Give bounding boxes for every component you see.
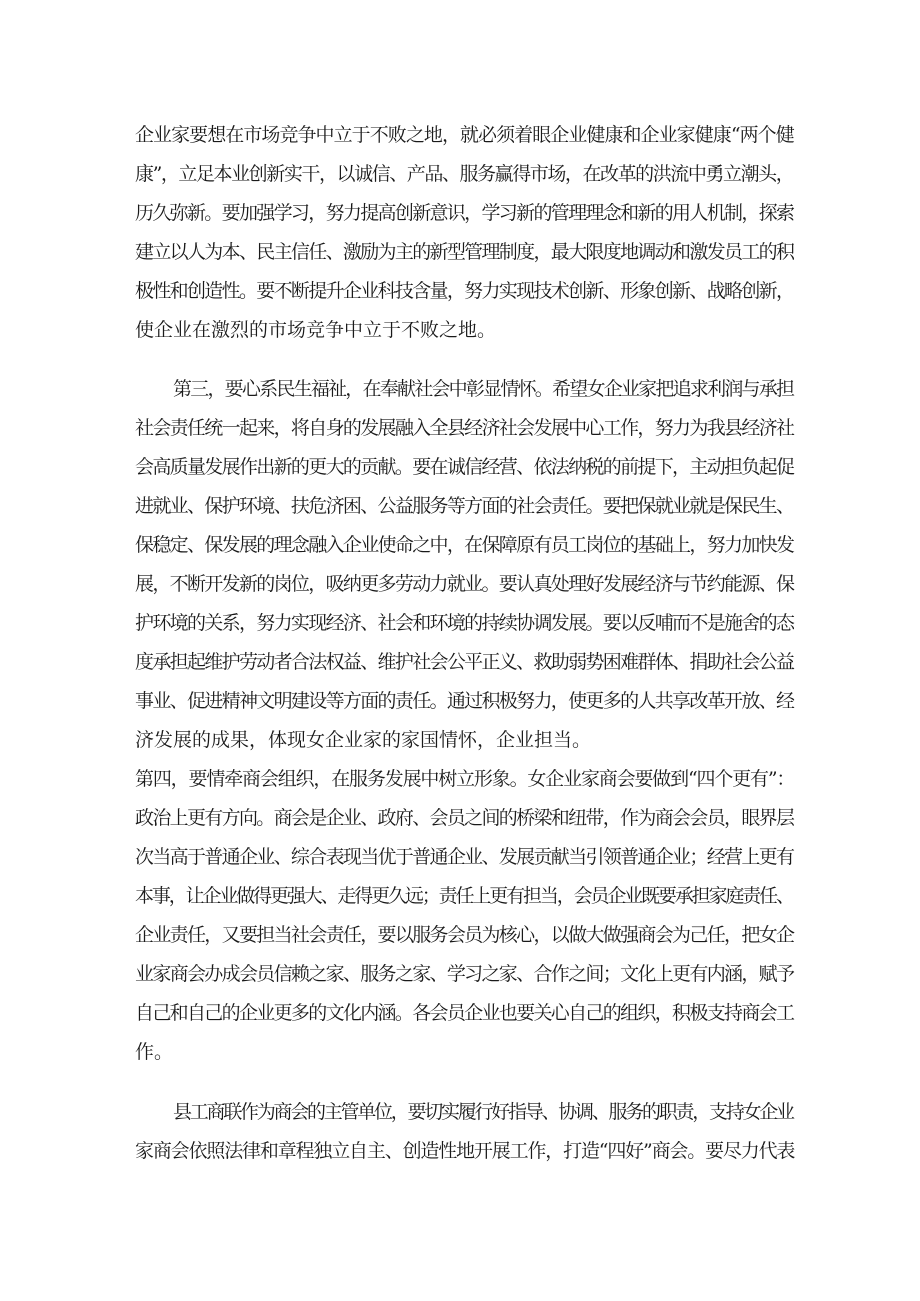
- text-line: 进就业、保护环境、扶危济困、公益服务等方面的社会责任。要把保就业就是保民生、: [135, 495, 794, 517]
- text-line: 业家商会办成会员信赖之家、服务之家、学习之家、合作之间；文化上更有内涵，赋予: [135, 963, 794, 985]
- text-line: 企业责任，又要担当社会责任，要以服务会员为核心，以做大做强商会为己任，把女企: [135, 924, 794, 946]
- text-line: 企业家要想在市场竞争中立于不败之地，就必须着眼企业健康和企业家健康“两个健: [135, 124, 794, 146]
- text-line: 康”，立足本业创新实干，以诚信、产品、服务赢得市场，在改革的洪流中勇立潮头，: [135, 163, 794, 185]
- paragraph-first-line: 县工商联作为商会的主管单位，要切实履行好指导、协调、服务的职责，支持女企业: [173, 1101, 793, 1123]
- text-line: 保稳定、保发展的理念融入企业使命之中，在保障原有员工岗位的基础上，努力加快发: [135, 534, 794, 556]
- text-line: 本事，让企业做得更强大、走得更久远；责任上更有担当，会员企业既要承担家庭责任、: [135, 885, 793, 907]
- text-line: 护环境的关系，努力实现经济、社会和环境的持续协调发展。要以反哺而不是施舍的态: [135, 612, 794, 634]
- text-line: 家商会依照法律和章程独立自主、创造性地开展工作，打造“四好”商会。要尽力代表: [135, 1140, 795, 1162]
- paragraph-first-line: 第三，要心系民生福祉，在奉献社会中彰显情怀。希望女企业家把追求利润与承担: [173, 378, 794, 400]
- text-line: 度承担起维护劳动者合法权益、维护社会公平正义、救助弱势困难群体、捐助社会公益: [135, 651, 794, 673]
- text-line: 历久弥新。要加强学习，努力提高创新意识，学习新的管理理念和新的用人机制，探索: [135, 202, 794, 224]
- text-line: 会高质量发展作出新的更大的贡献。要在诚信经营、依法纳税的前提下，主动担负起促: [135, 456, 794, 478]
- text-line: 自己和自己的企业更多的文化内涵。各会员企业也要关心自己的组织，积极支持商会工: [135, 1002, 794, 1024]
- text-line: 次当高于普通企业、综合表现当优于普通企业、发展贡献当引领普通企业；经营上更有: [135, 846, 794, 868]
- text-line: 社会责任统一起来，将自身的发展融入全县经济社会发展中心工作，努力为我县经济社: [135, 417, 794, 439]
- text-line: 济发展的成果，体现女企业家的家国情怀，企业担当。: [135, 729, 592, 751]
- text-line: 事业、促进精神文明建设等方面的责任。通过积极努力，使更多的人共享改革开放、经: [135, 690, 794, 712]
- text-line: 极性和创造性。要不断提升企业科技含量，努力实现技术创新、形象创新、战略创新，: [135, 280, 794, 302]
- text-line: 使企业在激烈的市场竞争中立于不败之地。: [135, 319, 497, 341]
- paragraph-first-line: 第四，要情牵商会组织，在服务发展中树立形象。女企业家商会要做到“四个更有”：: [135, 768, 795, 790]
- text-line: 展，不断开发新的岗位，吸纳更多劳动力就业。要认真处理好发展经济与节约能源、保: [135, 573, 794, 595]
- text-line: 建立以人为本、民主信任、激励为主的新型管理制度，最大限度地调动和激发员工的积: [135, 241, 794, 263]
- text-line: 政治上更有方向。商会是企业、政府、会员之间的桥梁和纽带，作为商会会员，眼界层: [135, 807, 794, 829]
- text-line: 作。: [135, 1041, 174, 1063]
